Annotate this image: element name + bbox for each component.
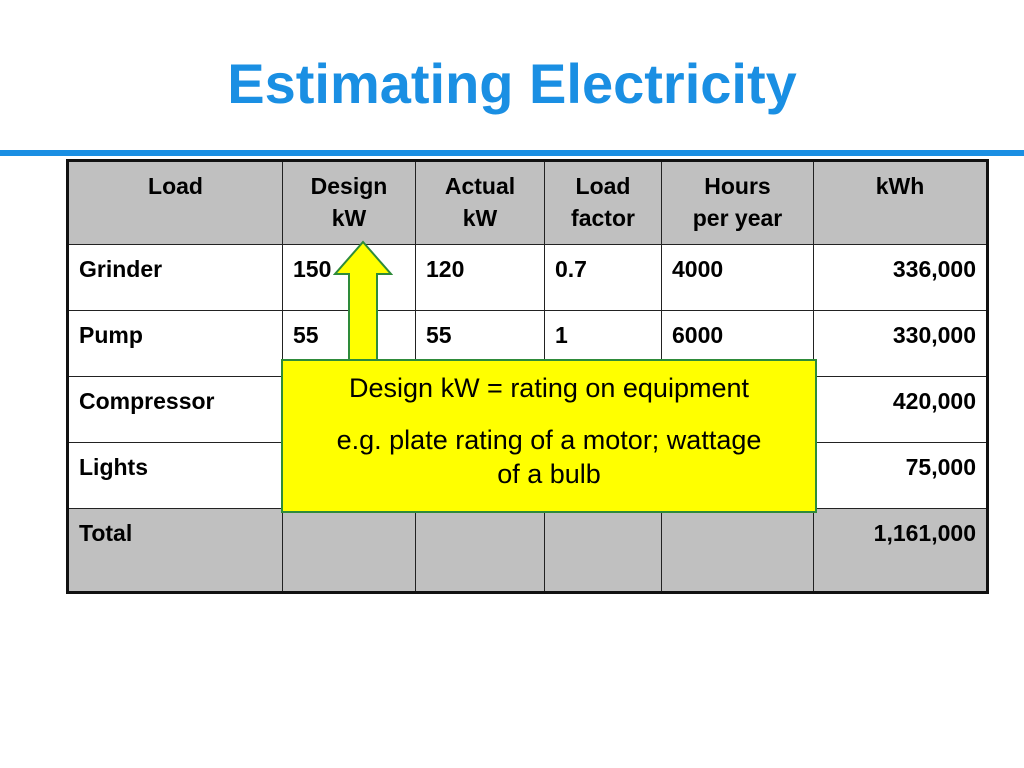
cell-total-label: Total	[68, 509, 283, 593]
slide-title: Estimating Electricity	[227, 52, 797, 115]
cell-design-kw: 150	[283, 245, 416, 311]
cell-hours: 4000	[662, 245, 814, 311]
cell-load-factor: 0.7	[545, 245, 662, 311]
cell-load: Grinder	[68, 245, 283, 311]
callout-box	[281, 359, 817, 513]
cell-kwh: 420,000	[814, 377, 988, 443]
callout-line-example: e.g. plate rating of a motor; wattage of a bulb	[336, 425, 762, 489]
cell-kwh: 330,000	[814, 311, 988, 377]
col-header-load-factor	[545, 161, 662, 245]
header-text: Hours	[704, 173, 771, 199]
cell-kwh: 75,000	[814, 443, 988, 509]
total-row	[68, 509, 988, 593]
cell-load: Pump	[68, 311, 283, 377]
up-arrow-shape	[335, 242, 391, 360]
cell-actual-kw: 120	[416, 245, 545, 311]
up-arrow-icon	[333, 240, 393, 362]
header-text: Load	[148, 173, 203, 199]
col-header-kwh	[814, 161, 988, 245]
callout-line-definition: Design kW = rating on equipment	[349, 373, 749, 403]
cell-design-kw: 55	[283, 311, 416, 377]
header-row	[68, 161, 988, 245]
cell-total-kwh: 1,161,000	[814, 509, 988, 593]
cell-actual-kw: 55	[416, 311, 545, 377]
header-text: kWh	[875, 173, 925, 199]
header-text: per year	[692, 205, 783, 231]
cell-empty	[662, 509, 814, 593]
table-row	[68, 245, 988, 311]
cell-empty	[283, 509, 416, 593]
header-text: factor	[571, 205, 635, 231]
title-divider	[0, 150, 1024, 156]
col-header-load	[68, 161, 283, 245]
header-text: kW	[331, 205, 367, 231]
header-text: Actual	[444, 173, 516, 199]
cell-load: Compressor	[68, 377, 283, 443]
col-header-hours-per-year	[662, 161, 814, 245]
col-header-actual-kw	[416, 161, 545, 245]
cell-load-factor: 1	[545, 311, 662, 377]
cell-empty	[545, 509, 662, 593]
cell-hours: 6000	[662, 311, 814, 377]
col-header-design-kw	[283, 161, 416, 245]
cell-empty	[416, 509, 545, 593]
cell-load: Lights	[68, 443, 283, 509]
header-text: Design	[310, 173, 388, 199]
header-text: kW	[462, 205, 498, 231]
header-text: Load	[575, 173, 631, 199]
cell-kwh: 336,000	[814, 245, 988, 311]
